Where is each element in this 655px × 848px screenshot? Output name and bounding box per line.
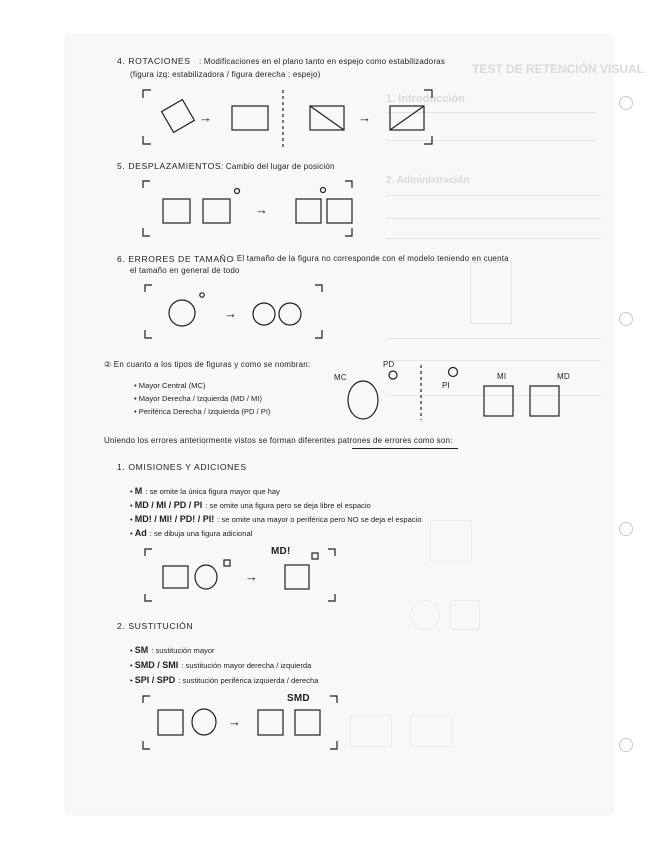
corner-mark — [143, 741, 150, 749]
bleed-through-text: TEST DE RETENCIÓN VISUAL 1. Introducción 2. Administración — [0, 0, 655, 848]
arrow-icon: → — [224, 306, 238, 321]
list-item: • SM : sustitución mayor — [130, 645, 215, 655]
arrow-icon: → — [199, 110, 213, 125]
naming-intro: ② En cuanto a los tipos de figuras y como se nombran: — [104, 360, 311, 369]
square — [158, 710, 183, 735]
arrow-icon: → — [245, 569, 259, 584]
section-4-title: 4. ROTACIONES — [117, 56, 191, 66]
label-md: MD — [557, 372, 570, 381]
square — [295, 710, 320, 735]
arrow-icon: → — [255, 202, 269, 217]
list-item: • Periférica Derecha / Izquierda (PD / PI) — [134, 407, 271, 416]
figure-label-md-excl: MD! — [271, 546, 291, 557]
figure-label-smd: SMD — [287, 693, 310, 704]
corner-mark — [330, 741, 337, 749]
corner-mark — [143, 696, 150, 703]
list-item: • MD / MI / PD / PI : se omite una figura pero se deja libre el espacio — [130, 500, 371, 510]
section-4-desc: : Modificaciones en el plano tanto en espejo como estabilizadoras — [199, 57, 446, 66]
label-pi: PI — [442, 381, 450, 390]
corner-mark — [330, 696, 337, 703]
patterns-intro: Uniendo los errores anteriormente vistos se forman diferentes patrones de errores como son: — [104, 436, 453, 445]
label-mc: MC — [334, 373, 347, 382]
list-item: • MD! / MI! / PD! / PI! : se omite una mayor o periférica pero NO se deja el espacio — [130, 514, 422, 524]
label-mi: MI — [497, 372, 507, 381]
section-6-note: el tamaño en general de todo — [130, 266, 240, 275]
list-item: • Mayor Derecha / Izquierda (MD / MI) — [134, 394, 263, 403]
list-item: • M : se omite la única figura mayor que hay — [130, 486, 280, 496]
list-item: • Ad : se dibuja una figura adicional — [130, 528, 253, 538]
section-4-note: (figura izq: estabilizadora / figura derecha : espejo) — [130, 70, 321, 79]
section-6-title: 6. ERRORES DE TAMAÑO — [117, 254, 234, 264]
arrow-icon: → — [358, 110, 372, 125]
section-2-title: 2. SUSTITUCIÓN — [117, 621, 194, 631]
square — [258, 710, 283, 735]
section-5-title: 5. DESPLAZAMIENTOS — [117, 161, 222, 171]
section-5-desc: : Cambio del lugar de posición — [221, 162, 335, 171]
circle — [192, 709, 216, 735]
section-1-title: 1. OMISIONES Y ADICIONES — [117, 462, 247, 472]
arrow-icon: → — [228, 714, 242, 729]
section-6-desc: : El tamaño de la figura no corresponde con el modelo teniendo en cuenta — [232, 254, 509, 263]
list-item: • SMD / SMI : sustitución mayor derecha / izquierda — [130, 660, 312, 670]
list-item: • SPI / SPD : sustitución periférica izquierda / derecha — [130, 675, 319, 685]
label-pd: PD — [383, 360, 395, 369]
list-item: • Mayor Central (MC) — [134, 381, 206, 390]
